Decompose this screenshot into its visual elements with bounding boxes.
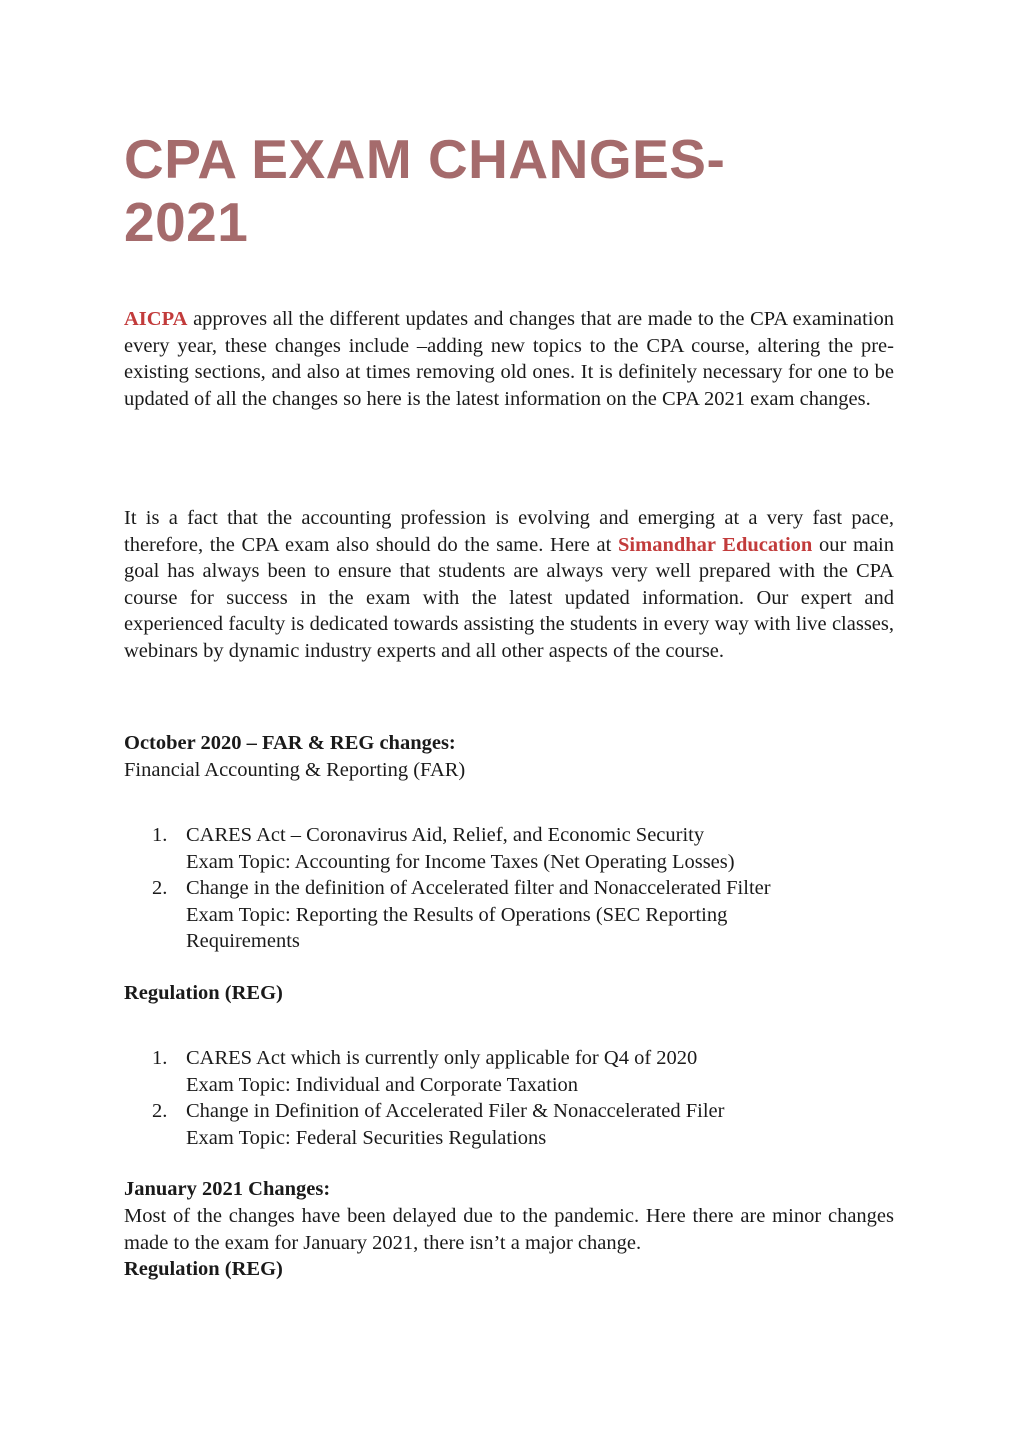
list-item <box>152 1098 872 1151</box>
list-item-title: CARES Act which is currently only applicable for Q4 of 2020 <box>186 1047 698 1069</box>
title-line-2: 2021 <box>124 191 249 253</box>
section-heading-jan-2021: January 2021 Changes: <box>124 1178 331 1200</box>
far-changes-list <box>152 822 872 955</box>
list-item-title: Change in Definition of Accelerated Filer & Nonaccelerated Filer <box>186 1100 725 1123</box>
intro-paragraph <box>124 306 894 412</box>
list-item <box>152 822 872 875</box>
jan-2021-paragraph: Most of the changes have been delayed due to the pandemic. Here there are minor changes made to the exam for January 2021, there isn’t a major change. <box>124 1205 894 1254</box>
far-subheading: Financial Accounting & Reporting (FAR) <box>124 759 466 781</box>
section-heading-reg: Regulation (REG) <box>124 982 283 1004</box>
list-item-topic: Exam Topic: Reporting the Results of Operations (SEC Reporting Requirements <box>186 903 728 953</box>
jan-2021-reg-subheading: Regulation (REG) <box>124 1258 283 1280</box>
list-item-topic: Exam Topic: Individual and Corporate Taxation <box>186 1073 579 1096</box>
title-line-1: CPA EXAM CHANGES- <box>124 128 726 190</box>
list-item <box>152 875 872 955</box>
list-item-title: CARES Act – Coronavirus Aid, Relief, and Economic Security <box>186 824 705 846</box>
reg-changes-list <box>152 1045 872 1151</box>
list-number: 1. <box>152 824 168 846</box>
section-heading-oct-2020: October 2020 – FAR & REG changes: <box>124 732 456 754</box>
simandhar-education-link[interactable]: Simandhar Education <box>618 533 813 556</box>
list-item-topic: Exam Topic: Federal Securities Regulations <box>186 1126 547 1149</box>
list-item-title: Change in the definition of Accelerated filter and Nonaccelerated Filter <box>186 877 771 900</box>
list-item-topic: Exam Topic: Accounting for Income Taxes (Net Operating Losses) <box>186 850 735 873</box>
second-paragraph <box>124 505 894 665</box>
para2-text-before: It is a fact that the accounting profession is evolving and emerging at a very fast pace, therefore, the CPA exam also should do the same. Here at <box>124 507 894 556</box>
list-number: 2. <box>152 1100 168 1123</box>
list-number: 1. <box>152 1047 168 1069</box>
list-number: 2. <box>152 877 168 900</box>
aicpa-link[interactable]: AICPA <box>124 308 188 330</box>
para2-text-after: our main goal has always been to ensure that students are always very well prepared with the CPA course for success in the exam with the latest updated information. Our expert and experienced faculty is dedicated towards assisting the students in every way with live classes, webinars by dynamic industry experts and all other aspects of the course. <box>124 533 894 662</box>
list-item <box>152 1045 872 1098</box>
page-title <box>124 128 844 254</box>
intro-text: approves all the different updates and changes that are made to the CPA examination every year, these changes include –adding new topics to the CPA course, altering the pre-existing sections, and also at times removing old ones. It is definitely necessary for one to be updated of all the changes so here is the latest information on the CPA 2021 exam changes. <box>124 308 894 410</box>
